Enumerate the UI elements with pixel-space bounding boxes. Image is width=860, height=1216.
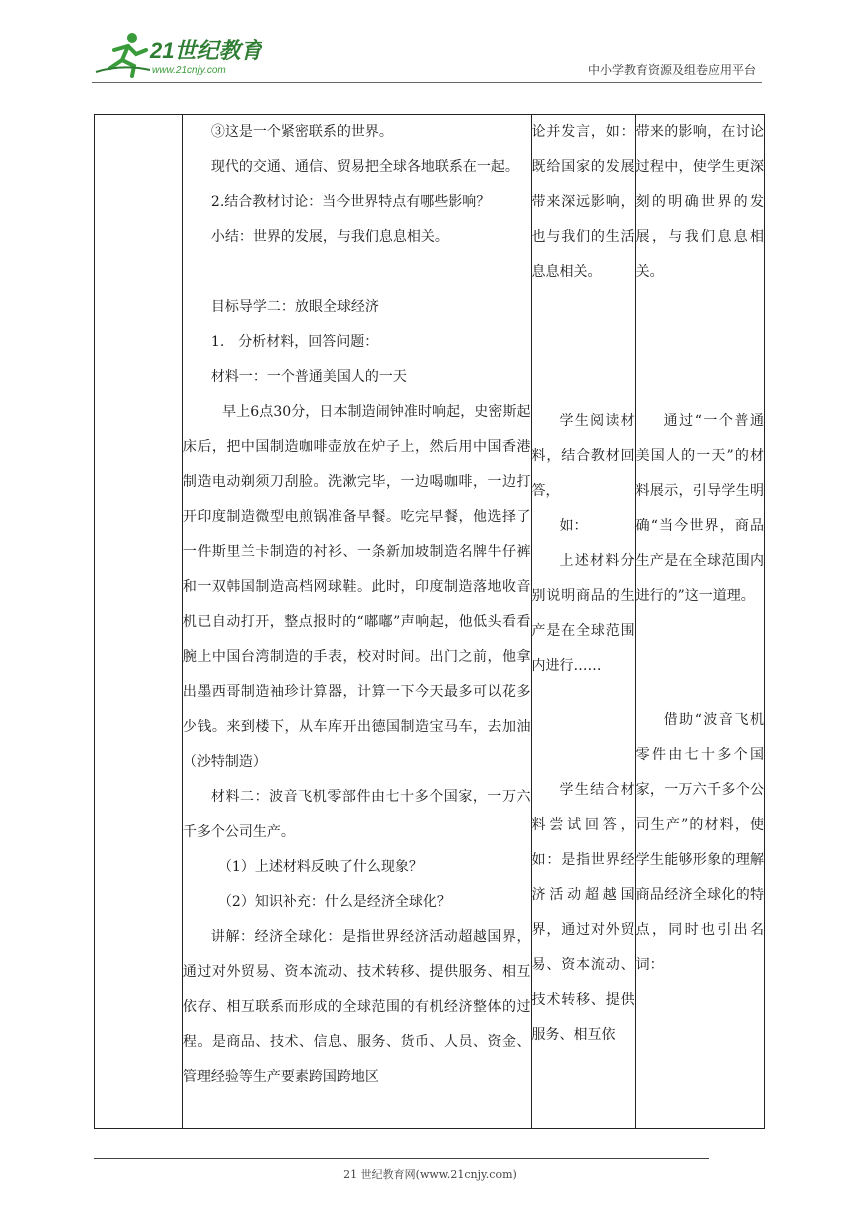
paragraph: 小结：世界的发展，与我们息息相关。 [210, 229, 449, 245]
paragraph: 2.结合教材讨论：当今世界特点有哪些影响？ [210, 194, 491, 210]
paragraph: 学生阅读材料，结合教材回答， [531, 413, 635, 499]
paragraph: 通过“一个普通美国人的一天”的材料展示，引导学生明确“当今世界，商品生产是在全球范围内进行的”这一道理。 [635, 413, 764, 604]
teacher-activity-cell [182, 115, 531, 1129]
blank-line [183, 255, 531, 290]
paragraph: ③这是一个紧密联系的世界。 [210, 124, 393, 140]
paragraph: 现代的交通、通信、贸易把全球各地联系在一起。 [210, 159, 519, 175]
empty-cell [95, 115, 183, 1129]
logo-title: 21世纪教育 [150, 38, 262, 63]
logo-url: www.21cnjy.com [152, 65, 226, 76]
paragraph: 上述材料分别说明商品的生产是在全球范围内进行…… [531, 553, 635, 674]
paragraph: 材料一：一个普通美国人的一天 [210, 369, 407, 385]
paragraph: 论并发言，如：既给国家的发展带来深远影响，也与我们的生活息息相关。 [531, 124, 635, 280]
lesson-table [94, 114, 765, 1129]
footer-divider [94, 1158, 709, 1159]
student-activity-cell [531, 115, 635, 1129]
footer-text: 21 世纪教育网(www.21cnjy.com) [343, 1168, 517, 1181]
material-one-text: 早上6点30分，日本制造闹钟准时响起，史密斯起床后，把中国制造咖啡壶放在炉子上，然后用中国香港制造电动剃须刀刮脸。洗漱完毕，一边喝咖啡，一边打开印度制造微型电煎锅准备早餐。吃完早餐，他选择了一件斯里兰卡制造的衬衫、一条新加坡制造名牌牛仔裤和一双韩国制造高档网球鞋。此时，印度制造落地收音机已自动打开，整点报时的“嘟嘟”声响起，他低头看看腕上中国台湾制造的手表，校对时间。出门之前，他拿出墨西哥制造袖珍计算器，计算一下今天最多可以花多少钱。来到楼下，从车库开出德国制造宝马车，去加油（沙特制造） [182, 404, 531, 770]
spacer [636, 290, 764, 404]
paragraph: 学生结合材料尝试回答，如：是指世界经济活动超越国界，通过对外贸易、资本流动、技术转移、提供服务、相互依 [531, 782, 635, 1043]
question: （2）知识补充：什么是经济全球化？ [217, 894, 451, 910]
site-logo [92, 28, 262, 80]
design-intent-cell [635, 115, 764, 1129]
header-divider [92, 82, 762, 83]
spacer [532, 684, 635, 773]
question: （1）上述材料反映了什么现象？ [217, 859, 423, 875]
paragraph: 材料二：波音飞机零部件由七十多个国家，一万六千多个公司生产。 [182, 789, 531, 840]
section-heading: 目标导学二：放眼全球经济 [210, 299, 379, 315]
runner-icon [96, 33, 150, 76]
table-row [95, 115, 765, 1129]
spacer [532, 290, 635, 404]
paragraph: 借助“波音飞机零件由七十多个国家，一万六千多个公司生产”的材料，使学生能够形象的理解商品经济全球化的特点，同时也引出名词： [635, 712, 764, 973]
platform-name: 中小学教育资源及组卷应用平台 [587, 63, 756, 77]
paragraph: 如： [559, 518, 588, 534]
explanation: 讲解：经济全球化：是指世界经济活动超越国界，通过对外贸易、资本流动、技术转移、提供服务、相互依存、相互联系而形成的全球范围的有机经济整体的过程。是商品、技术、信息、服务、货币、人员、资金、管理经验等生产要素跨国跨地区 [182, 929, 531, 1085]
paragraph: 1. 分析材料，回答问题： [210, 334, 379, 350]
spacer [636, 614, 764, 703]
paragraph: 带来的影响，在讨论过程中，使学生更深刻的明确世界的发展，与我们息息相关。 [635, 124, 764, 280]
